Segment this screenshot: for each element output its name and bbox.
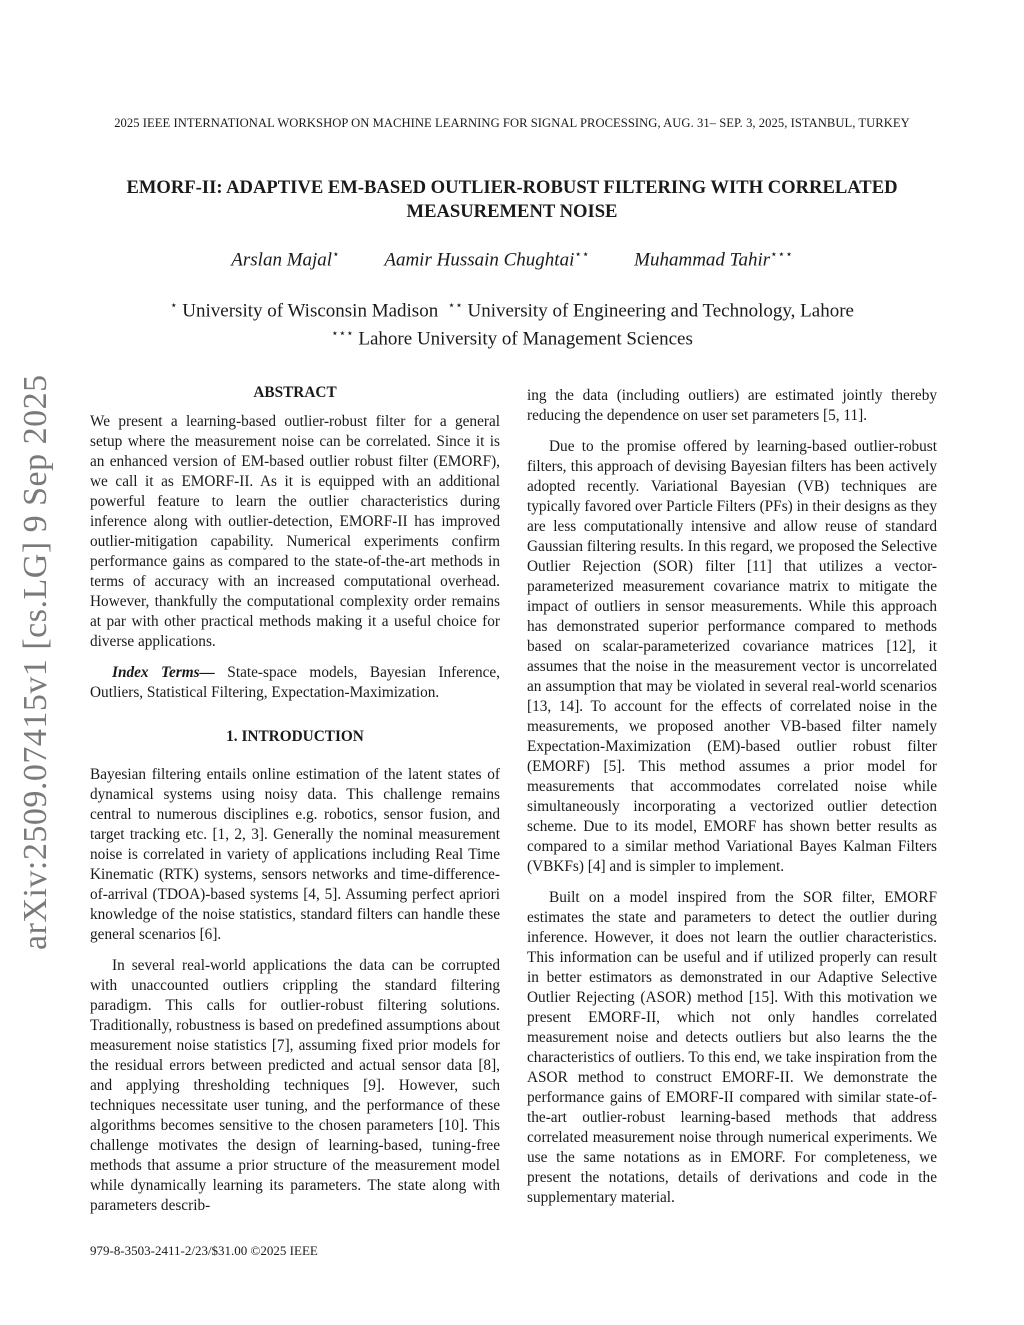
intro-paragraph-3: ing the data (including outliers) are estimated jointly thereby reducing the dependence on user set parameters [5, 11]. bbox=[527, 387, 937, 424]
copyright-notice: 979-8-3503-2411-2/23/$31.00 ©2025 IEEE bbox=[90, 1243, 318, 1258]
author-3: Muhammad Tahir⋆⋆⋆ bbox=[634, 247, 793, 271]
author-2: Aamir Hussain Chughtai⋆⋆ bbox=[384, 247, 590, 271]
index-terms-text: State-space models, Bayesian Inference, Outliers, Statistical Filtering, Expectation-Maximization. bbox=[90, 664, 500, 701]
abstract-heading: ABSTRACT bbox=[253, 384, 337, 401]
arxiv-identifier: arXiv:2509.07415v1 [cs.LG] 9 Sep 2025 bbox=[17, 374, 54, 950]
right-column bbox=[527, 386, 937, 1219]
affiliations bbox=[0, 294, 1024, 351]
introduction-heading: 1. INTRODUCTION bbox=[226, 728, 364, 745]
conference-header: 2025 IEEE INTERNATIONAL WORKSHOP ON MACHINE LEARNING FOR SIGNAL PROCESSING, AUG. 31– SEP. 3, 2025, ISTANBUL, TURKEY bbox=[114, 116, 910, 130]
paper-title: EMORF-II: ADAPTIVE EM-BASED OUTLIER-ROBUST FILTERING WITH CORRELATED MEASUREMENT NOISE bbox=[126, 177, 898, 222]
abstract-body: We present a learning-based outlier-robust filter for a general setup where the measurement noise can be correlated. Since it is an enhanced version of EM-based outlier robust filter (EMORF), we call it as EMORF-II. As it is equipped with an additional powerful feature to learn the outlier characteristics during inference along with outlier-detection, EMORF-II has improved outlier-mitigation capability. Numerical experiments confirm performance gains as compared to the state-of-the-art methods in terms of accuracy with an increased computational overhead. However, thankfully the computational complexity order remains at par with other practical methods making it a useful choice for diverse applications. bbox=[90, 413, 500, 650]
author-list bbox=[0, 247, 1024, 271]
intro-paragraph-4: Due to the promise offered by learning-based outlier-robust filters, this approach of devising Bayesian filters has been actively adopted recently. Variational Bayesian (VB) techniques are typically favored over Particle Filters (PFs) in their designs as they are less computationally intensive and allow reuse of standard Gaussian filtering results. In this regard, we proposed the Selective Outlier Rejection (SOR) filter [11] that utilizes a vector-parameterized measurement covariance matrix to mitigate the impact of outliers in sensor measurements. While this approach has demonstrated superior performance compared to methods based on scalar-parameterized covariance matrices [12], it assumes that the noise in the measurement vector is uncorrelated an assumption that may be violated in several real-world scenarios [13, 14]. To account for the effects of correlated noise in the measurements, we proposed another VB-based filter namely Expectation-Maximization (EM)-based outlier robust filter (EMORF) [5]. This method assumes a prior model for measurements that accommodates correlated noise while simultaneously incorporating a vectorized outlier detection scheme. Due to its model, EMORF has shown better results as compared to a similar method Variational Bayes Kalman Filters (VBKFs) [4] and is simpler to implement. bbox=[527, 438, 937, 875]
left-column bbox=[90, 383, 500, 1227]
intro-paragraph-1: Bayesian filtering entails online estimation of the latent states of dynamical systems using noisy data. This challenge remains central to numerous disciplines e.g. robotics, sensor fusion, and target tracking etc. [1, 2, 3]. Generally the nominal measurement noise is correlated in variety of applications including Real Time Kinematic (RTK) systems, sensors networks and time-difference-of-arrival (TDOA)-based systems [4, 5]. Assuming perfect apriori knowledge of the noise statistics, standard filters can handle these general scenarios [6]. bbox=[90, 766, 500, 943]
affiliation-line-1: ⋆ University of Wisconsin Madison ⋆⋆ University of Engineering and Technology, Lahore bbox=[170, 298, 854, 322]
author-1: Arslan Majal⋆ bbox=[231, 247, 340, 271]
intro-paragraph-5: Built on a model inspired from the SOR filter, EMORF estimates the state and parameters to detect the outlier during inference. However, it does not learn the outlier characteristics. This information can be useful and if utilized properly can result in better estimators as demonstrated in our Adaptive Selective Outlier Rejecting (ASOR) method [15]. With this motivation we present EMORF-II, which not only handles correlated measurement noise and detects outliers but also learns the the characteristics of outliers. To this end, we take inspiration from the ASOR method to construct EMORF-II. We demonstrate the performance gains of EMORF-II compared with similar state-of-the-art outlier-robust learning-based methods that address correlated measurement noise through numerical experiments. We use the same notations as in EMORF. For completeness, we present the notations, details of derivations and code in the supplementary material. bbox=[527, 889, 937, 1206]
affiliation-line-2: ⋆⋆⋆ Lahore University of Management Sciences bbox=[331, 326, 693, 350]
index-terms-label: Index Terms— bbox=[112, 664, 215, 681]
index-terms bbox=[90, 663, 500, 703]
intro-paragraph-2: In several real-world applications the data can be corrupted with unaccounted outliers crippling the standard filtering paradigm. This calls for outlier-robust filtering solutions. Traditionally, robustness is based on predefined assumptions about measurement noise statistics [7], assuming fixed prior models for the residual errors between predicted and actual sensor data [8], and applying thresholding techniques [9]. However, such techniques necessitate user tuning, and the performance of these algorithms becomes sensitive to the chosen parameters [10]. This challenge motivates the design of learning-based, tuning-free methods that assume a prior structure of the measurement model while dynamically learning its parameters. The state along with parameters describ- bbox=[90, 957, 500, 1214]
